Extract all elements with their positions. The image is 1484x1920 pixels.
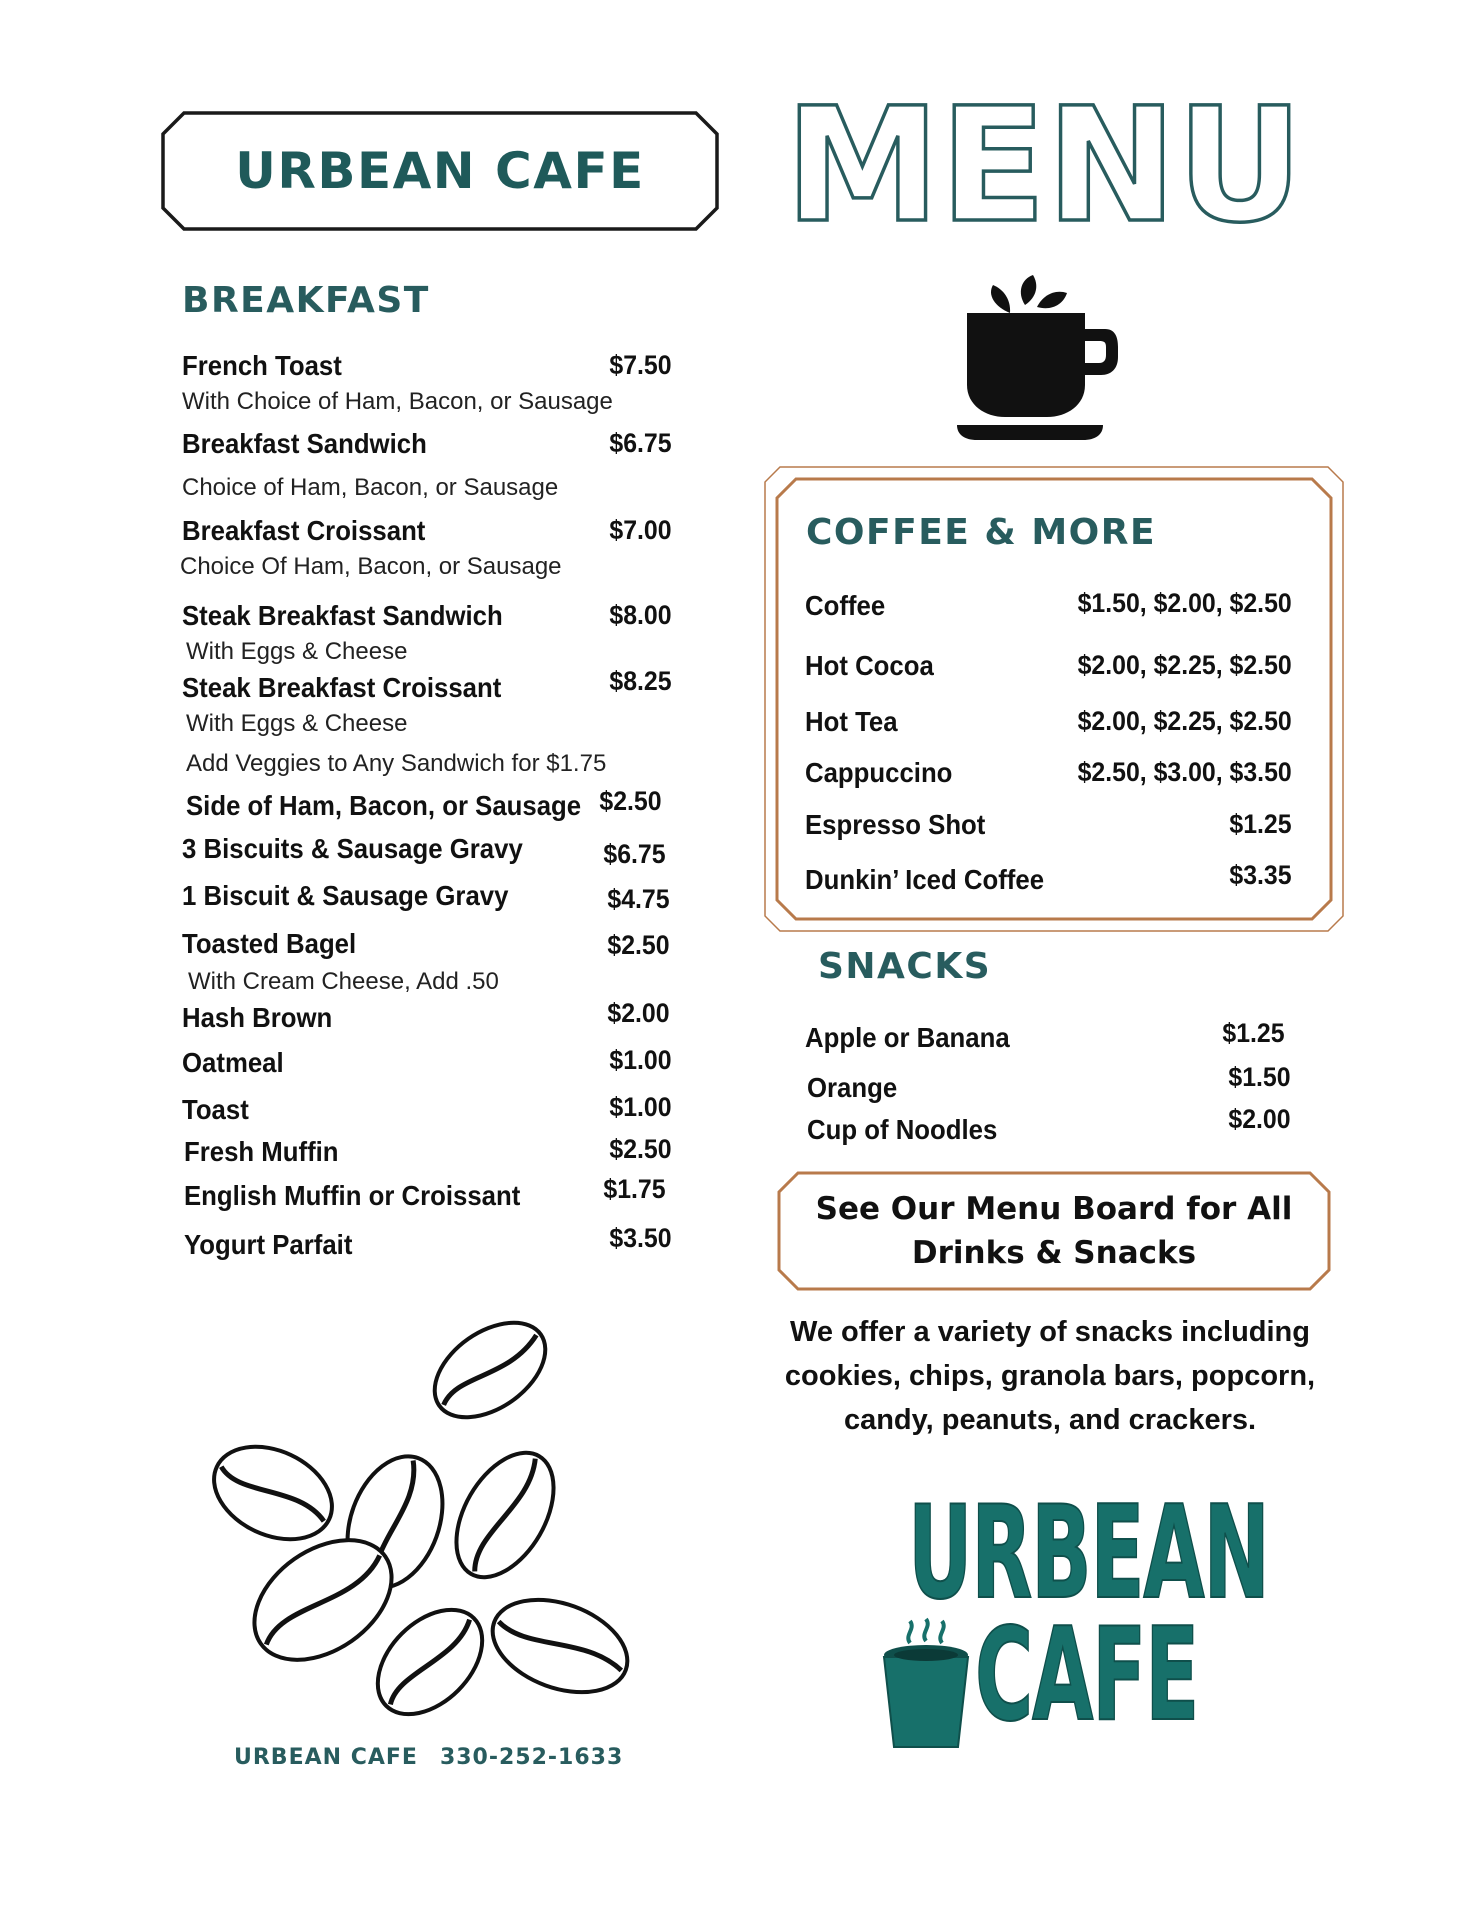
item-price: $2.00: [607, 998, 670, 1028]
item-name: Fresh Muffin: [184, 1136, 339, 1167]
menu-board-line1: See Our Menu Board for All: [815, 1191, 1293, 1227]
item-price: $1.50: [1228, 1062, 1291, 1092]
item-name: Toast: [182, 1094, 249, 1125]
item-name: Cappuccino: [805, 757, 953, 788]
item-price: $2.50, $3.00, $3.50: [1077, 757, 1292, 787]
item-name: Yogurt Parfait: [184, 1229, 353, 1260]
item-name: Breakfast Croissant: [182, 515, 426, 546]
item-price: $2.00, $2.25, $2.50: [1077, 650, 1292, 680]
item-price: $1.25: [1229, 809, 1292, 839]
urbean-cafe-logo: [880, 1479, 1269, 1750]
svg-text:MENU: MENU: [785, 98, 1303, 238]
item-price: $6.75: [609, 428, 672, 458]
item-name: Steak Breakfast Sandwich: [182, 600, 503, 631]
item-name: Breakfast Sandwich: [182, 428, 427, 459]
item-price: $1.50, $2.00, $2.50: [1077, 588, 1292, 618]
breakfast-heading: BREAKFAST: [182, 280, 430, 321]
item-description: Add Veggies to Any Sandwich for $1.75: [186, 750, 607, 777]
item-name: Cup of Noodles: [807, 1114, 998, 1145]
item-name: Apple or Banana: [805, 1022, 1010, 1053]
menu-board-line2: Drinks & Snacks: [911, 1235, 1197, 1271]
item-description: Choice of Ham, Bacon, or Sausage: [182, 474, 559, 501]
item-price: $2.50: [607, 930, 670, 960]
menu-title: [785, 98, 1305, 238]
item-name: Steak Breakfast Croissant: [182, 672, 502, 703]
item-price: $8.00: [609, 600, 672, 630]
item-description: Choice Of Ham, Bacon, or Sausage: [180, 553, 562, 580]
snacks-heading: SNACKS: [818, 946, 992, 987]
item-name: 3 Biscuits & Sausage Gravy: [182, 833, 523, 864]
coffee-heading: COFFEE & MORE: [806, 512, 1157, 553]
offer-line1: We offer a variety of snacks including: [789, 1316, 1310, 1348]
logo-line2: CAFE: [975, 1601, 1199, 1750]
item-name: French Toast: [182, 350, 342, 381]
item-description: With Cream Cheese, Add .50: [188, 968, 499, 995]
item-description: With Eggs & Cheese: [186, 638, 408, 665]
item-name: Coffee: [805, 590, 886, 621]
item-price: $1.25: [1222, 1018, 1285, 1048]
item-name: Orange: [807, 1072, 898, 1103]
item-name: Hot Tea: [805, 706, 898, 737]
item-price: $2.00, $2.25, $2.50: [1077, 706, 1292, 736]
item-price: $3.35: [1229, 860, 1292, 890]
item-price: $2.50: [599, 786, 662, 816]
snacks-offer-text: [770, 1310, 1330, 1442]
footer-cafe-name: URBEAN CAFE: [234, 1745, 418, 1770]
logo-cup-icon: [880, 1595, 980, 1755]
footer-contact: [234, 1745, 623, 1770]
item-price: $1.75: [603, 1174, 666, 1204]
item-description: With Choice of Ham, Bacon, or Sausage: [182, 388, 613, 415]
item-name: Hot Cocoa: [805, 650, 934, 681]
item-price: $2.00: [1228, 1104, 1291, 1134]
item-name: English Muffin or Croissant: [184, 1180, 521, 1211]
item-price: $6.75: [603, 839, 666, 869]
cafe-name-title: URBEAN CAFE: [235, 142, 645, 200]
item-price: $7.00: [609, 515, 672, 545]
item-price: $1.00: [609, 1045, 672, 1075]
item-name: Toasted Bagel: [182, 928, 357, 959]
footer-phone: 330-252-1633: [439, 1745, 624, 1770]
item-price: $2.50: [609, 1134, 672, 1164]
item-price: $3.50: [609, 1223, 672, 1253]
item-price: $1.00: [609, 1092, 672, 1122]
offer-line2: cookies, chips, granola bars, popcorn,: [784, 1360, 1316, 1392]
item-price: $8.25: [609, 666, 672, 696]
menu-board-note: [776, 1170, 1332, 1292]
coffee-cup-icon: [955, 265, 1125, 450]
item-description: With Eggs & Cheese: [186, 710, 408, 737]
offer-line3: candy, peanuts, and crackers.: [843, 1404, 1257, 1436]
cafe-name-badge: [160, 110, 720, 232]
item-name: Oatmeal: [182, 1047, 284, 1078]
item-name: Hash Brown: [182, 1002, 333, 1033]
item-name: 1 Biscuit & Sausage Gravy: [182, 880, 509, 911]
coffee-beans-illustration: [205, 1300, 665, 1730]
item-name: Side of Ham, Bacon, or Sausage: [186, 790, 582, 821]
item-name: Dunkin’ Iced Coffee: [805, 864, 1045, 895]
item-price: $4.75: [607, 884, 670, 914]
item-price: $7.50: [609, 350, 672, 380]
item-name: Espresso Shot: [805, 809, 986, 840]
logo-line1: URBEAN: [908, 1479, 1269, 1628]
